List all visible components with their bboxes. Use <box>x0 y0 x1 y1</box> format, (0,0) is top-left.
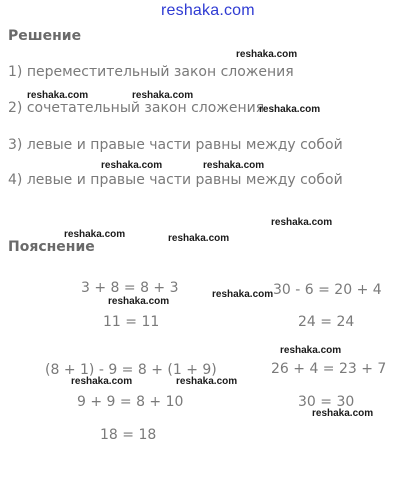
watermark: reshaka.com <box>312 408 374 419</box>
watermark: reshaka.com <box>236 49 298 60</box>
solution-item-2: 2) сочетательный закон сложения <box>8 100 265 116</box>
equation-7: 18 = 18 <box>100 427 157 443</box>
equation-9: 30 = 30 <box>298 394 355 410</box>
solution-title: Решение <box>8 28 82 44</box>
solution-item-3: 3) левые и правые части равны между собой <box>8 137 343 153</box>
watermark: reshaka.com <box>259 104 321 115</box>
watermark: reshaka.com <box>108 296 170 307</box>
site-header[interactable]: reshaka.com <box>161 2 255 19</box>
solution-item-1: 1) переместительный закон сложения <box>8 64 294 80</box>
watermark: reshaka.com <box>101 160 163 171</box>
equation-2: 11 = 11 <box>103 314 160 330</box>
equation-8: 26 + 4 = 23 + 7 <box>271 361 387 377</box>
watermark: reshaka.com <box>27 90 89 101</box>
equation-6: 9 + 9 = 8 + 10 <box>77 394 184 410</box>
equation-5: (8 + 1) - 9 = 8 + (1 + 9) <box>45 362 217 378</box>
explanation-title: Пояснение <box>8 239 95 255</box>
solution-item-4: 4) левые и правые части равны между собой <box>8 172 343 188</box>
watermark: reshaka.com <box>271 217 333 228</box>
watermark: reshaka.com <box>64 229 126 240</box>
watermark: reshaka.com <box>203 160 265 171</box>
equation-3: 30 - 6 = 20 + 4 <box>273 282 382 298</box>
watermark: reshaka.com <box>168 233 230 244</box>
watermark: reshaka.com <box>212 289 274 300</box>
watermark: reshaka.com <box>280 345 342 356</box>
watermark: reshaka.com <box>71 376 133 387</box>
watermark: reshaka.com <box>176 376 238 387</box>
equation-4: 24 = 24 <box>298 314 355 330</box>
watermark: reshaka.com <box>132 90 194 101</box>
equation-1: 3 + 8 = 8 + 3 <box>81 280 179 296</box>
